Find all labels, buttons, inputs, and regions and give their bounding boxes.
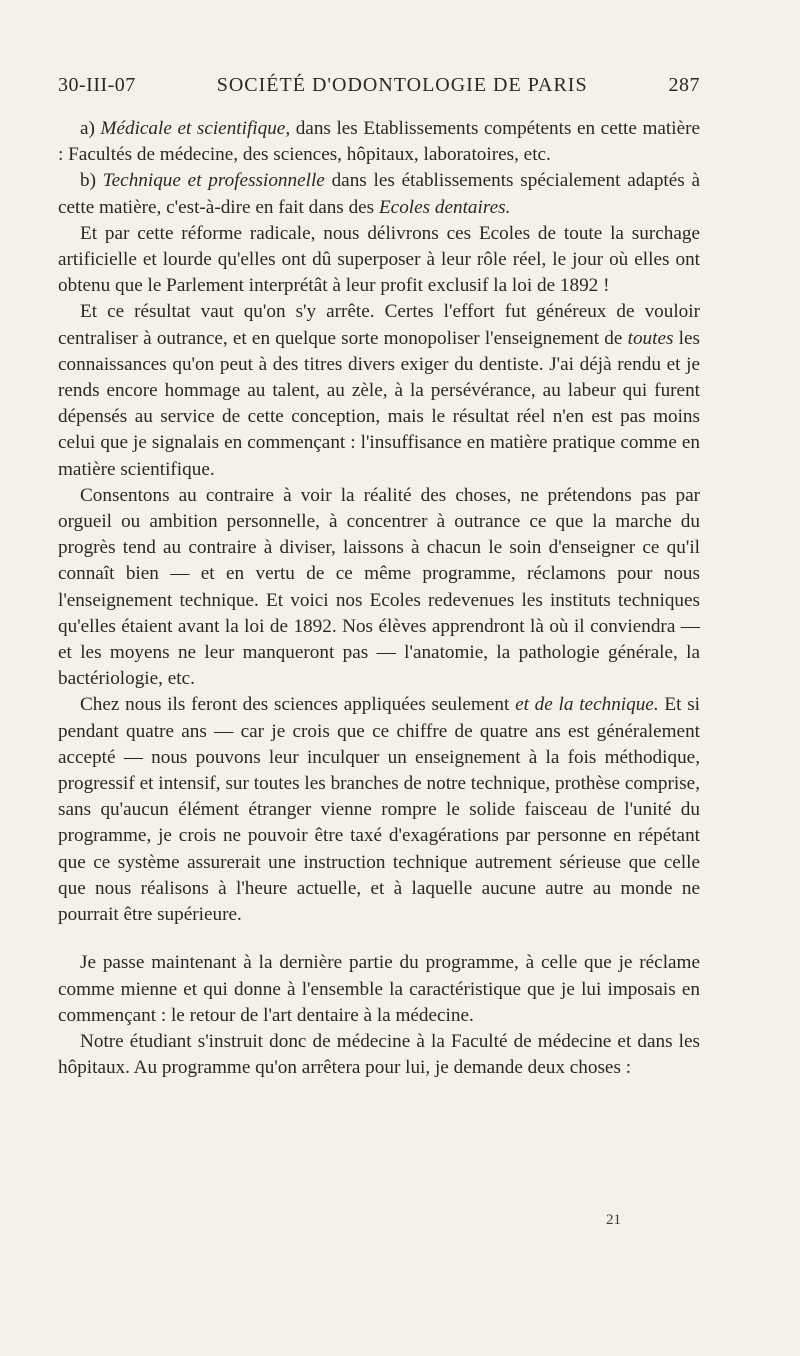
- paragraph: [58, 483, 700, 693]
- paragraph: [58, 168, 700, 220]
- text-run: les connaissances qu'on peut à des titres divers exiger du dentiste. J'ai déjà rendu et je rends encore hommage au talent, au zèle, à la persévérance, au labeur qui furent dépensés au service de cette conception, mais le résultat réel n'en est pas moins celui que je signalais en commençant : l'insuffisance en matière pratique comme en matière scientifique.: [58, 327, 700, 480]
- text-run: dans les établissements spécialement adaptés à cette matière, c'est-à-dire en fait dans des: [58, 170, 701, 218]
- paragraph: [58, 1029, 700, 1081]
- text-run: b): [80, 170, 103, 192]
- paragraph: [58, 116, 700, 168]
- paragraph: [58, 221, 700, 300]
- text-run: Chez nous ils feront des sciences appliquées seulement: [80, 694, 516, 716]
- text-run: Et par cette réforme radicale, nous délivrons ces Ecoles de toute la surchage artificielle et lourde qu'elles ont dû superposer à leur rôle réel, le jour où elles ont obtenu que le Parlement interprétât à leur profit exclusif la loi de 1892 !: [58, 222, 700, 297]
- text-run: Je passe maintenant à la dernière partie du programme, à celle que je réclame comme mienne et qui donne à l'ensemble la caractéristique que je lui imposais en commençant : le retour de l'art dentaire à la médecine.: [58, 952, 700, 1026]
- paragraph: [58, 692, 700, 928]
- signature-mark: 21: [606, 1212, 621, 1228]
- paragraph: [58, 950, 700, 1029]
- italic-run: et de la technique.: [515, 694, 659, 716]
- italic-run: Technique et professionnelle: [102, 170, 325, 192]
- italic-run: toutes: [627, 327, 674, 349]
- text-run: Et ce résultat vaut qu'on s'y arrête. Certes l'effort fut généreux de vouloir centraliser à outrance, et en quelque sorte monopoliser l'enseignement de: [58, 301, 700, 349]
- text-run: Et si pendant quatre ans — car je crois que ce chiffre de quatre ans est généralement accepté — nous pouvons leur inculquer un enseignement à la fois méthodique, progressif et intensif, sur toutes les branches de notre technique, prothèse comprise, sans qu'aucun élément étranger vienne rompre le solide faisceau de l'unité du programme, je crois ne pouvoir être taxé d'exagérations par personne en répétant que ce système assurerait une instruction technique autrement sérieuse que celle que nous réalisons à l'heure actuelle, et à laquelle aucune autre au monde ne pourrait être supérieure.: [58, 694, 700, 926]
- paragraph: [58, 299, 700, 482]
- running-header: [58, 74, 700, 97]
- text-run: dans les Etablissements compétents en cette matière : Facultés de médecine, des sciences, hôpitaux, laboratoires, etc.: [58, 118, 700, 166]
- text-run: Consentons au contraire à voir la réalité des choses, ne prétendons pas par orgueil ou ambition personnelle, à concentrer à outrance ce que la marche du progrès tend au contraire à diviser, laissons à chacun le soin d'enseigner ce qu'il connaît bien — et en vertu de ce même programme, réclamons pour nous l'enseignement technique. Et voici nos Ecoles redevenues les instituts techniques qu'elles étaient avant la loi de 1892. Nos élèves apprendront là où il conviendra — et les moyens ne leur manqueront pas — l'anatomie, la pathologie générale, la bactériologie, etc.: [58, 484, 700, 690]
- page-number: 287: [668, 74, 700, 96]
- header-date: 30-III-07: [58, 74, 136, 96]
- text-run: a): [80, 118, 101, 139]
- body-text: [58, 116, 700, 1081]
- text-run: Notre étudiant s'instruit donc de médecine à la Faculté de médecine et dans les hôpitaux. Au programme qu'on arrêtera pour lui, je demande deux choses :: [58, 1030, 700, 1079]
- italic-run: Ecoles dentaires.: [378, 196, 511, 218]
- italic-run: Médicale et scientifique,: [100, 118, 291, 139]
- header-journal-title: SOCIÉTÉ D'ODONTOLOGIE DE PARIS: [216, 74, 588, 96]
